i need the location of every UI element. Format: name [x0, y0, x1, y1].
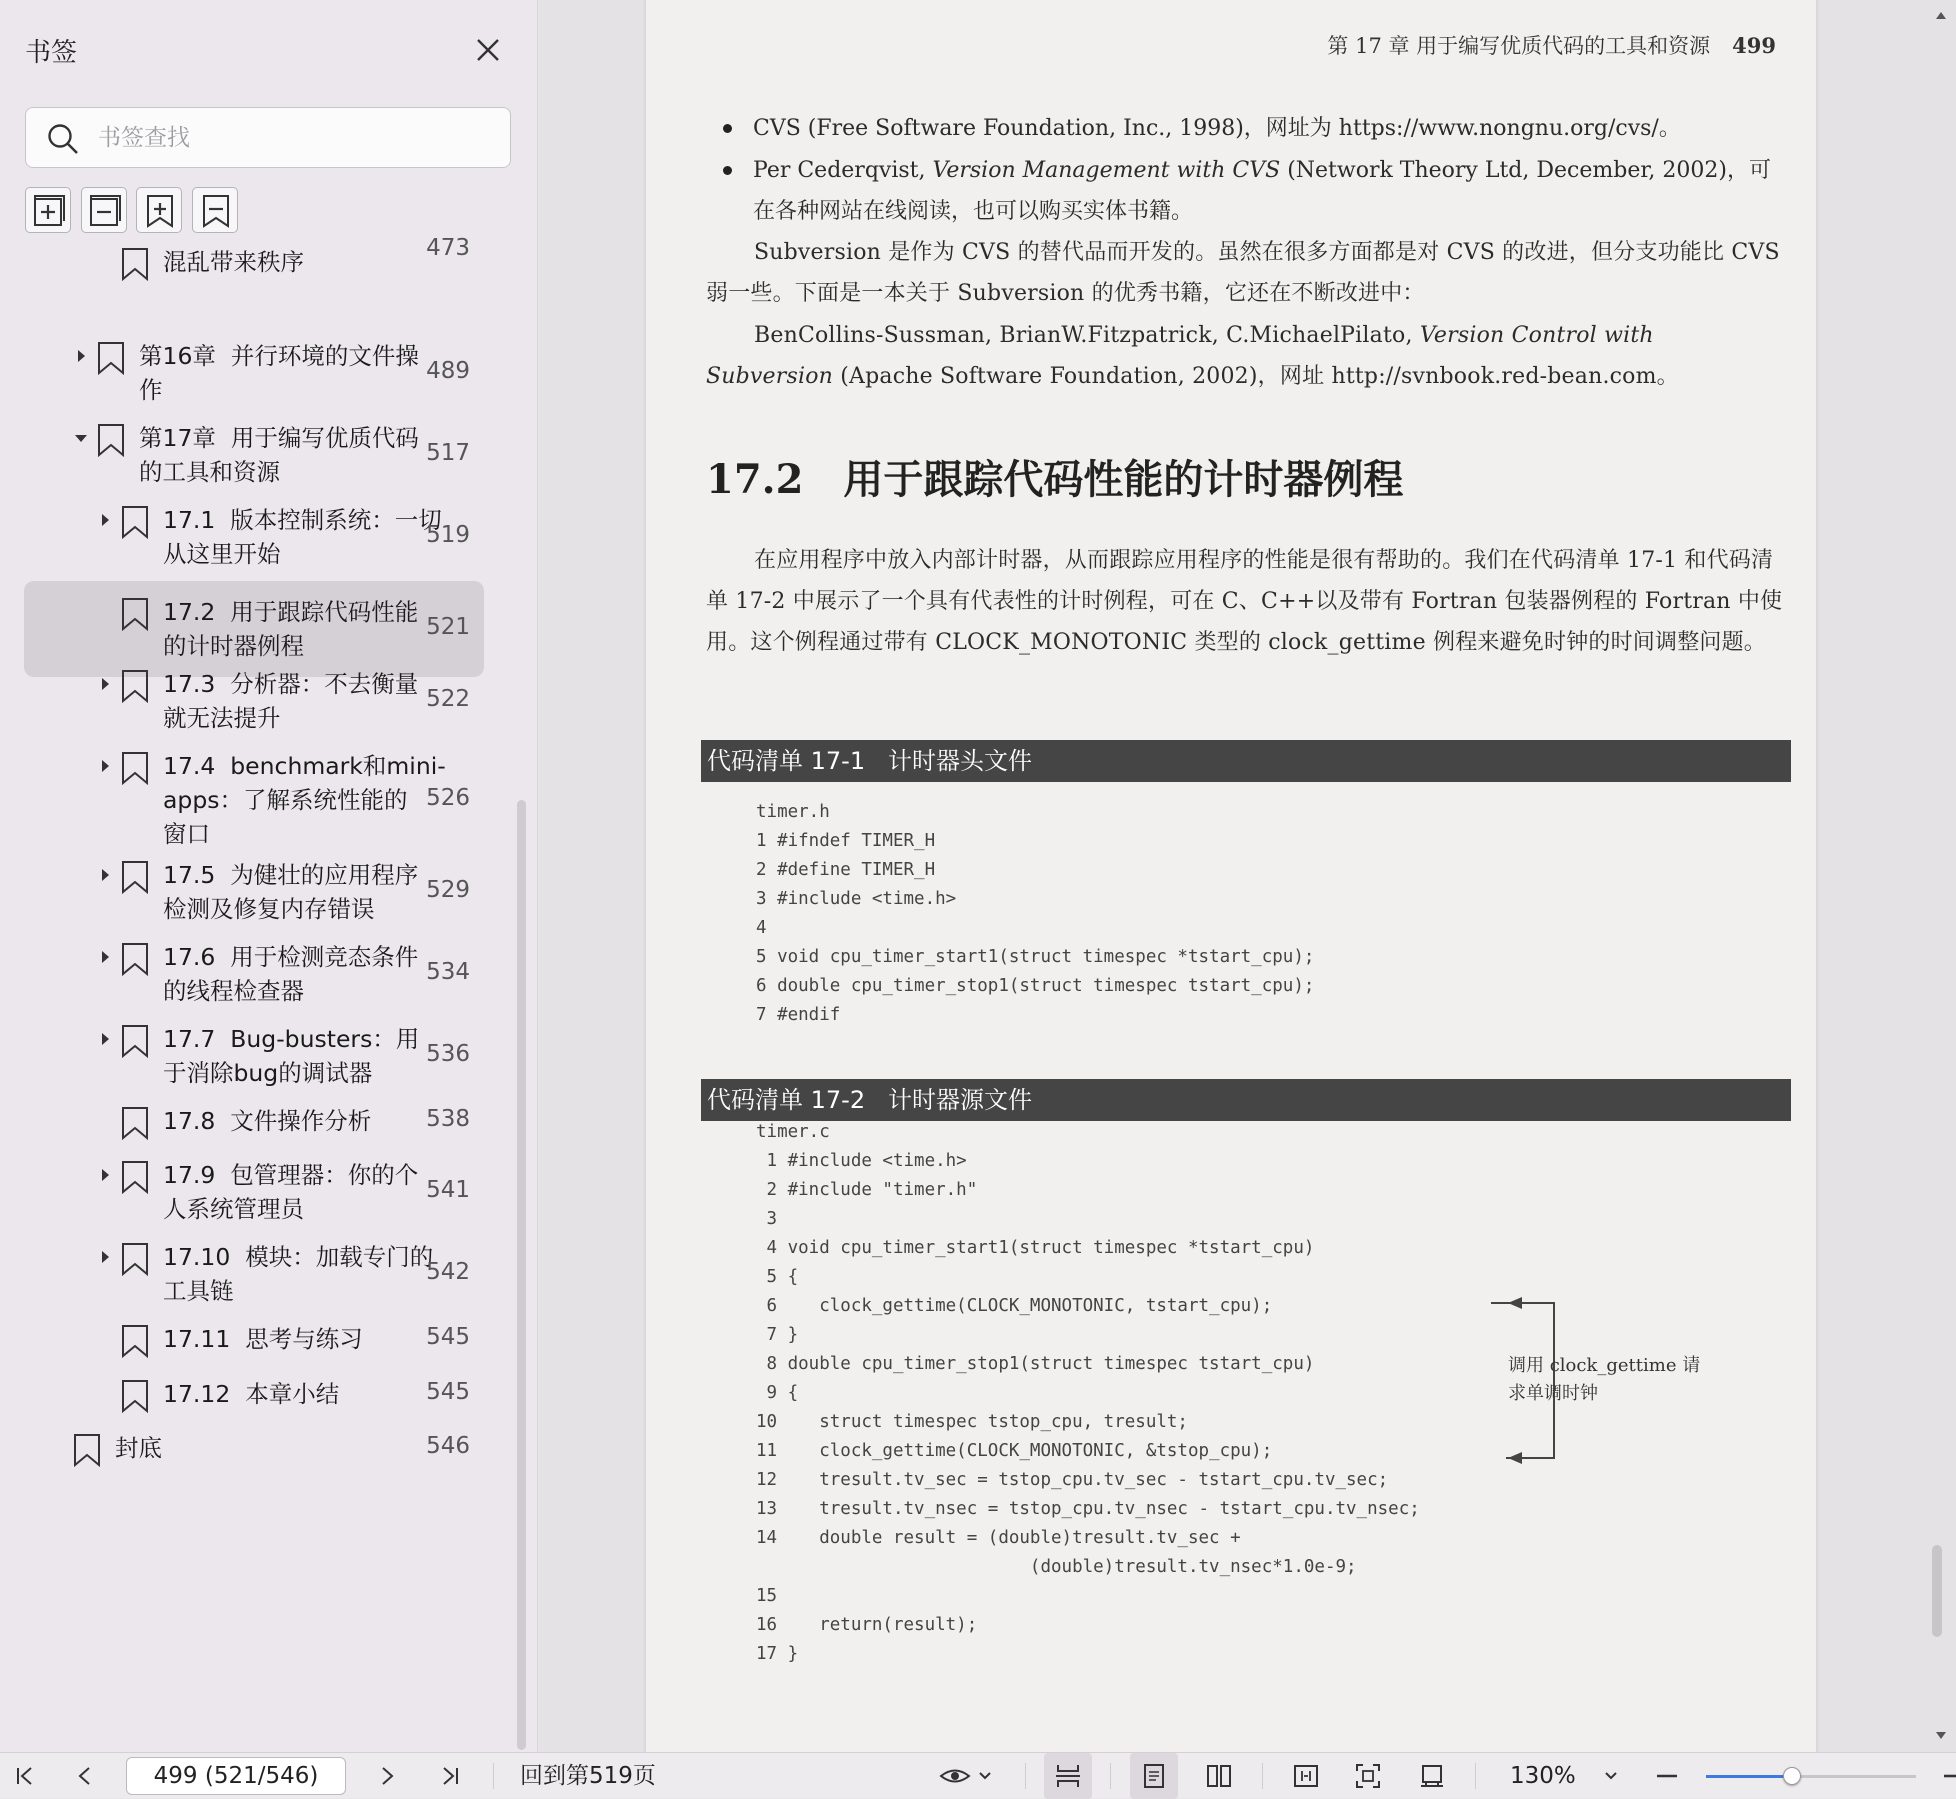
bookmark-label: 17.4 benchmark和mini- apps：了解系统性能的 窗口 — [163, 752, 446, 848]
bookmark-page: 473 — [426, 235, 470, 261]
bookmark-page: 517 — [426, 440, 470, 466]
bookmark-icon — [120, 860, 150, 894]
rotate-view-button[interactable] — [1408, 1753, 1456, 1799]
bookmark-icon — [120, 1024, 150, 1058]
pdf-page — [646, 0, 1816, 1780]
zoom-dropdown-icon[interactable] — [1596, 1753, 1626, 1799]
bookmark-item[interactable] — [24, 1318, 484, 1360]
expand-arrow-icon[interactable] — [74, 349, 88, 363]
bookmark-page: 519 — [426, 522, 470, 548]
expand-arrow-icon[interactable] — [98, 759, 112, 773]
document-scrollbar[interactable] — [1932, 1545, 1942, 1637]
bookmark-icon — [120, 1379, 150, 1413]
single-page-icon — [1140, 1762, 1168, 1790]
collapse-all-icon — [88, 194, 122, 228]
bookmark-label: 封底 — [115, 1434, 162, 1462]
expand-arrow-icon[interactable] — [98, 1250, 112, 1264]
section-heading: 17.2 用于跟踪代码性能的计时器例程 — [706, 456, 1404, 503]
bookmark-label: 17.9 包管理器：你的个 人系统管理员 — [163, 1161, 419, 1223]
close-icon[interactable] — [468, 30, 508, 70]
bookmark-label: 17.11 思考与练习 — [163, 1325, 363, 1353]
next-page-icon[interactable] — [370, 1753, 404, 1799]
bookmark-icon — [120, 1242, 150, 1276]
two-page-button[interactable] — [1195, 1753, 1243, 1799]
bookmark-icon — [120, 1324, 150, 1358]
collapse-all-button[interactable] — [81, 187, 127, 233]
bookmark-item[interactable] — [24, 1100, 484, 1142]
bookmark-icon — [72, 1433, 102, 1467]
bookmark-page: 545 — [426, 1379, 470, 1405]
prev-page-icon[interactable] — [68, 1753, 102, 1799]
paragraph: Subversion 是作为 CVS 的替代品而开发的。虽然在很多方面都是对 CVS 的改进，但分支功能比 CVS 弱一些。下面是一本关于 Subversion 的优秀书籍，它还在不断改进中： — [706, 240, 1780, 306]
bookmark-page: 542 — [426, 1259, 470, 1285]
bookmark-label: 17.12 本章小结 — [163, 1380, 340, 1408]
bookmark-icon — [199, 194, 233, 228]
single-page-button[interactable] — [1130, 1753, 1178, 1799]
bookmark-icon — [120, 942, 150, 976]
zoom-slider[interactable] — [1706, 1775, 1916, 1778]
code-block: timer.h 1 #ifndef TIMER_H 2 #define TIMER_H 3 #include <time.h> 4 5 void cpu_timer_start1(struct timespec *tstart_cpu); 6 double cpu_timer_stop1(struct timespec tstart_cpu); 7 #endif — [756, 802, 1315, 1025]
bookmark-page: 489 — [426, 358, 470, 384]
listing-title: 代码清单 17-2 计时器源文件 — [701, 1079, 1791, 1121]
bookmark-icon — [120, 597, 150, 631]
bookmark-label: 17.10 模块：加载专门的 工具链 — [163, 1243, 434, 1305]
sidebar-scrollbar[interactable] — [517, 800, 526, 1750]
bookmark-icon — [96, 341, 126, 375]
bookmark-icon — [120, 1106, 150, 1140]
bookmark-item[interactable] — [24, 854, 484, 930]
scroll-up-icon[interactable] — [1934, 8, 1948, 22]
back-to-page-link[interactable]: 回到第519页 — [520, 1763, 656, 1789]
bookmark-label: 混乱带来秩序 — [163, 248, 304, 276]
bookmark-page: 546 — [426, 1433, 470, 1459]
bookmark-item[interactable] — [24, 745, 484, 855]
zoom-level[interactable]: 130% — [1510, 1763, 1576, 1789]
fit-page-button[interactable] — [1344, 1753, 1392, 1799]
running-head: 第 17 章 用于编写优质代码的工具和资源 499 — [1327, 33, 1776, 58]
bookmark-page: 526 — [426, 785, 470, 811]
bookmark-page: 529 — [426, 877, 470, 903]
bookmark-label: 17.1 版本控制系统：一切 从这里开始 — [163, 506, 442, 568]
bottom-toolbar — [0, 1752, 1956, 1798]
bookmark-search-input[interactable] — [98, 108, 498, 167]
bookmark-label: 17.6 用于检测竞态条件 的线程检查器 — [163, 943, 419, 1005]
fit-width-icon — [1292, 1762, 1320, 1790]
bookmark-sidebar — [0, 0, 538, 1752]
bookmark-page: 534 — [426, 959, 470, 985]
eye-icon — [938, 1764, 996, 1788]
bookmark-button[interactable] — [192, 187, 238, 233]
bookmark-item[interactable] — [24, 335, 484, 411]
bookmark-search-box[interactable] — [25, 107, 511, 168]
continuous-scroll-button[interactable] — [1044, 1753, 1092, 1799]
bookmark-page: 538 — [426, 1106, 470, 1132]
bookmark-page: 536 — [426, 1041, 470, 1067]
two-page-icon — [1205, 1762, 1233, 1790]
expand-arrow-icon[interactable] — [98, 1168, 112, 1182]
bookmark-page: 541 — [426, 1177, 470, 1203]
search-icon — [46, 122, 80, 156]
bookmark-item[interactable] — [24, 1373, 484, 1415]
expand-arrow-icon[interactable] — [98, 513, 112, 527]
list-item: Per Cederqvist, Version Management with CVS (Network Theory Ltd, December, 2002)，可在各种网站在线阅读，也可以购买实体书籍。 — [753, 150, 1783, 232]
paragraph: 在应用程序中放入内部计时器，从而跟踪应用程序的性能是很有帮助的。我们在代码清单 17-1 和代码清单 17-2 中展示了一个具有代表性的计时例程，可在 C、C++以及带有 Fortran 包装器例程的 Fortran 中使用。这个例程通过带有 CLOCK_MONOTONIC 类型的 clock_gettime 例程来避免时钟的时间调整问题。 — [706, 548, 1783, 655]
bookmark-item[interactable] — [24, 1236, 484, 1312]
bookmark-label: 17.3 分析器：不去衡量 就无法提升 — [163, 670, 419, 732]
expand-all-icon — [32, 194, 66, 228]
bookmark-item[interactable] — [24, 1018, 484, 1094]
page-number-field[interactable]: 499 (521/546) — [126, 1757, 346, 1795]
bookmark-icon — [96, 423, 126, 457]
last-page-icon[interactable] — [433, 1753, 467, 1799]
expand-arrow-icon[interactable] — [98, 868, 112, 882]
fit-page-icon — [1354, 1762, 1382, 1790]
bookmark-item[interactable] — [24, 663, 484, 739]
list-item: CVS (Free Software Foundation, Inc., 1998)，网址为 https://www.nongnu.org/cvs/。 — [753, 108, 1783, 149]
expand-all-button[interactable] — [25, 187, 71, 233]
bookmark-icon — [120, 247, 150, 281]
bookmark-item[interactable] — [24, 1427, 484, 1469]
code-annotation: 调用 clock_gettime 请求单调时钟 — [1508, 1355, 1701, 1404]
bookmark-item[interactable] — [24, 499, 484, 575]
bookmark-item[interactable] — [24, 417, 484, 493]
bookmark-label: 17.7 Bug-busters：用 于消除bug的调试器 — [163, 1025, 420, 1087]
view-mode-dropdown[interactable] — [932, 1753, 1002, 1799]
first-page-icon[interactable] — [8, 1753, 42, 1799]
bookmark-page: 521 — [426, 614, 470, 640]
bookmark-label: 第17章 用于编写优质代码 的工具和资源 — [139, 424, 419, 486]
page-number: 499 — [1732, 33, 1776, 58]
scroll-down-icon[interactable] — [1934, 1728, 1948, 1742]
expand-arrow-icon[interactable] — [98, 950, 112, 964]
zoom-out-icon[interactable] — [1650, 1753, 1684, 1799]
bookmark-icon — [120, 669, 150, 703]
code-block: timer.c 1 #include <time.h> 2 #include "timer.h" 3 4 void cpu_timer_start1(struct timespec *tstart_cpu) 5 { 6 clock_gettime(CLOCK_MONOTONIC, tstart_cpu); 7 } 8 double cpu_timer_stop1(struct timespec tstart_cpu) 9 { 10 struct timespec tstop_cpu, tresult; 11 clock_gettime(CLOCK_MONOTONIC, &tstop_cpu); 12 tresult.tv_sec = tstop_cpu.tv_sec - tstart_cpu.tv_sec; 13 tresult.tv_nsec = tstop_cpu.tv_nsec - tstart_cpu.tv_nsec; 14 double result = (double)tresult.tv_sec + (double)tresult.tv_nsec*1.0e-9; 15 16 return(result); 17 } — [756, 1122, 1420, 1664]
annotation-arrows — [646, 0, 1816, 1780]
paragraph: BenCollins-Sussman, BrianW.Fitzpatrick, C.MichaelPilato, Version Control with Subversion (Apache Software Foundation, 2002)，网址 http://svnbook.red-bean.com。 — [706, 323, 1679, 389]
collapse-arrow-icon[interactable] — [74, 431, 88, 445]
bookmark-label: 17.2 用于跟踪代码性能 的计时器例程 — [163, 598, 419, 660]
bookmark-icon — [120, 1160, 150, 1194]
expand-arrow-icon[interactable] — [98, 677, 112, 691]
bookmark-label: 17.5 为健壮的应用程序 检测及修复内存错误 — [163, 861, 419, 923]
bookmark-label: 第16章 并行环境的文件操 作 — [139, 342, 419, 404]
bookmark-icon — [120, 505, 150, 539]
continuous-scroll-icon — [1054, 1762, 1082, 1790]
bookmark-page: 545 — [426, 1324, 470, 1350]
bookmark-label: 17.8 文件操作分析 — [163, 1107, 372, 1135]
add-bookmark-icon — [143, 194, 177, 228]
sidebar-title: 书签 — [25, 38, 78, 68]
expand-arrow-icon[interactable] — [98, 1032, 112, 1046]
zoom-in-icon[interactable] — [1940, 1753, 1956, 1799]
bookmark-item[interactable] — [24, 235, 484, 289]
bookmark-item[interactable] — [24, 1154, 484, 1230]
bookmark-icon — [120, 751, 150, 785]
document-view[interactable] — [539, 0, 1956, 1752]
bookmark-page: 522 — [426, 686, 470, 712]
bookmark-item[interactable] — [24, 936, 484, 1012]
zoom-slider-handle[interactable] — [1783, 1767, 1801, 1785]
fit-width-button[interactable] — [1282, 1753, 1330, 1799]
listing-title: 代码清单 17-1 计时器头文件 — [701, 740, 1791, 782]
add-bookmark-button[interactable] — [136, 187, 182, 233]
rotate-view-icon — [1418, 1762, 1446, 1790]
bookmark-list — [0, 235, 520, 1752]
